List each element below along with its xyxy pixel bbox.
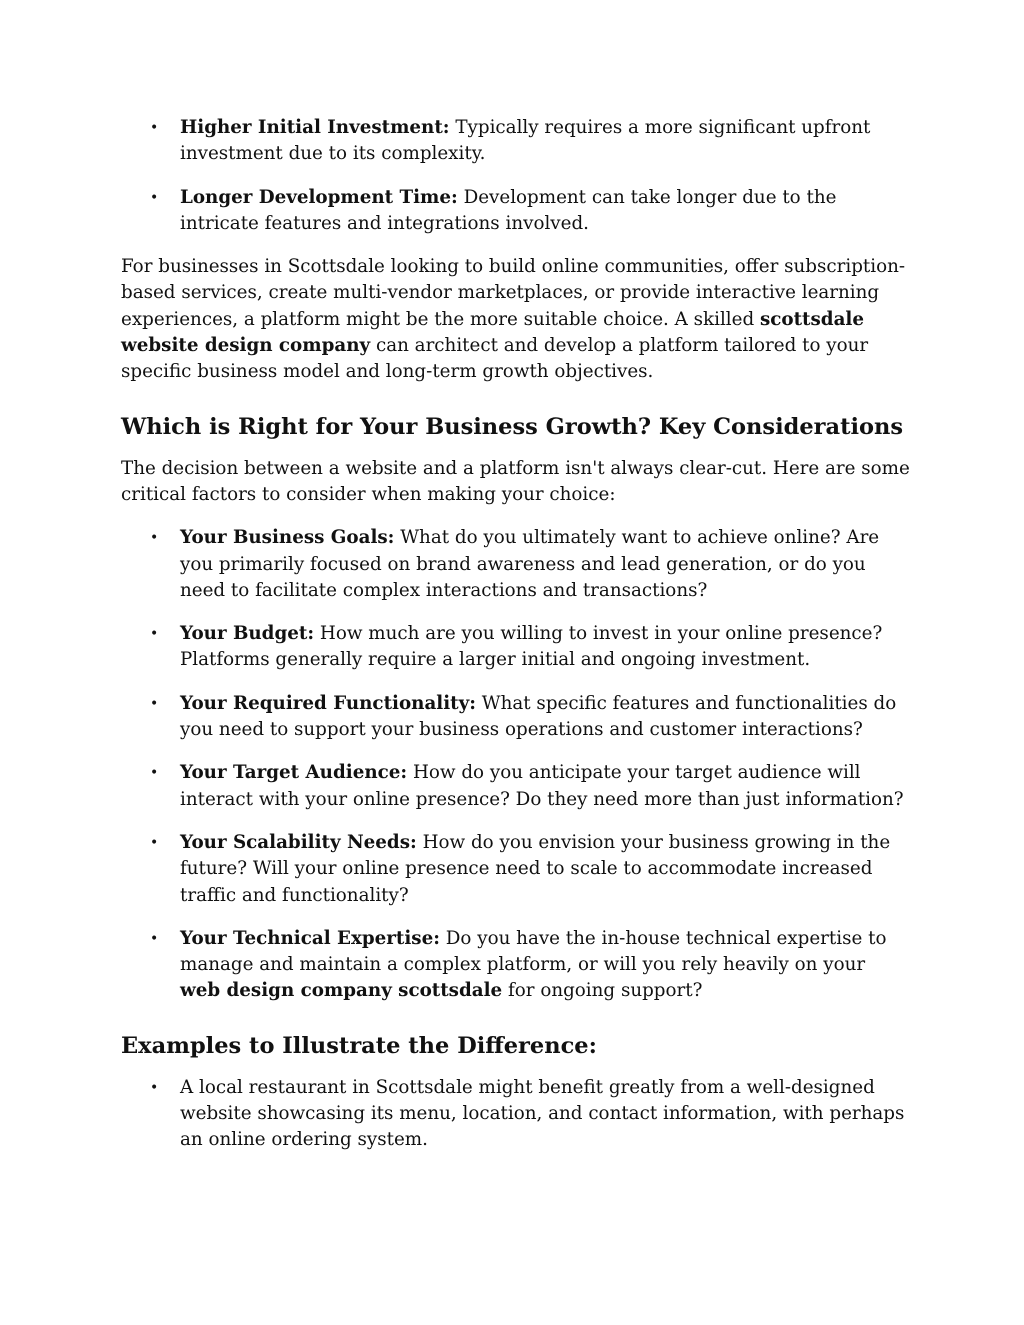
list-item [150,621,911,674]
bullet: • [150,930,159,947]
document-page [121,115,911,1171]
item-text: What specific features and functionalities do you need to support your business operations and customer interactions? [180,692,897,741]
item-term: Your Scalability Needs: [180,831,417,853]
item-text: What do you ultimately want to achieve online? Are you primarily focused on brand awareness and lead generation, or do you need to facilitate complex interactions and transactions? [180,527,880,601]
list-item [150,926,911,1005]
paragraph-text: For businesses in Scottsdale looking to build online communities, offer subscription-based services, create multi-vendor marketplaces, or provide interactive learning experiences, a platform might be the more suitable choice. A skilled [121,256,906,330]
bold-phrase: scottsdale website design company [121,308,864,357]
examples-list [121,1075,911,1154]
item-term: Your Required Functionality: [180,692,476,714]
item-text: for ongoing support? [502,980,703,1002]
bullet: • [150,189,159,206]
bullet: • [150,626,159,643]
considerations-list [121,525,911,1004]
list-item [150,525,911,604]
list-item [150,185,911,238]
item-term: Your Target Audience: [180,762,408,784]
list-item [150,691,911,744]
item-text: Do you have the in-house technical expertise to manage and maintain a complex platform, or will you rely heavily on your [180,927,887,976]
cons-list [121,115,911,237]
bullet: • [150,1079,159,1096]
item-text: How do you envision your business growing in the future? Will your online presence need to scale to accommodate increased traffic and functionality? [180,831,891,906]
bold-phrase: web design company scottsdale [180,980,503,1002]
item-text: Development can take longer due to the intricate features and integrations involved. [180,186,837,234]
bullet: • [150,765,159,782]
platform-paragraph [121,254,911,385]
item-text: A local restaurant in Scottsdale might benefit greatly from a well-designed website showcasing its menu, location, and contact information, with perhaps an online ordering system. [180,1076,905,1151]
item-text: Typically requires a more significant upfront investment due to its complexity. [180,117,871,165]
considerations-heading: Which is Right for Your Business Growth? Key Considerations [121,413,904,440]
item-text: How do you anticipate your target audience will interact with your online presence? Do they need more than just information? [180,762,904,810]
item-term: Your Business Goals: [180,527,395,549]
bullet: • [150,530,159,547]
item-term: Your Technical Expertise: [180,927,440,949]
bullet: • [150,120,159,136]
item-text: How much are you willing to invest in your online presence? Platforms generally require a larger initial and ongoing investment. [180,623,883,671]
bullet: • [150,834,159,851]
considerations-intro: The decision between a website and a platform isn't always clear-cut. Here are some critical factors to consider when making your choice: [121,457,910,505]
bullet: • [150,695,159,712]
item-term: Higher Initial Investment: [180,117,450,138]
list-item [150,760,911,813]
examples-heading: Examples to Illustrate the Difference: [121,1032,597,1059]
item-term: Your Budget: [180,623,315,645]
list-item [150,115,911,168]
paragraph-text: can architect and develop a platform tailored to your specific business model and long-term growth objectives. [121,335,869,383]
item-term: Longer Development Time: [180,186,458,208]
list-item [150,830,911,909]
list-item [150,1075,911,1154]
